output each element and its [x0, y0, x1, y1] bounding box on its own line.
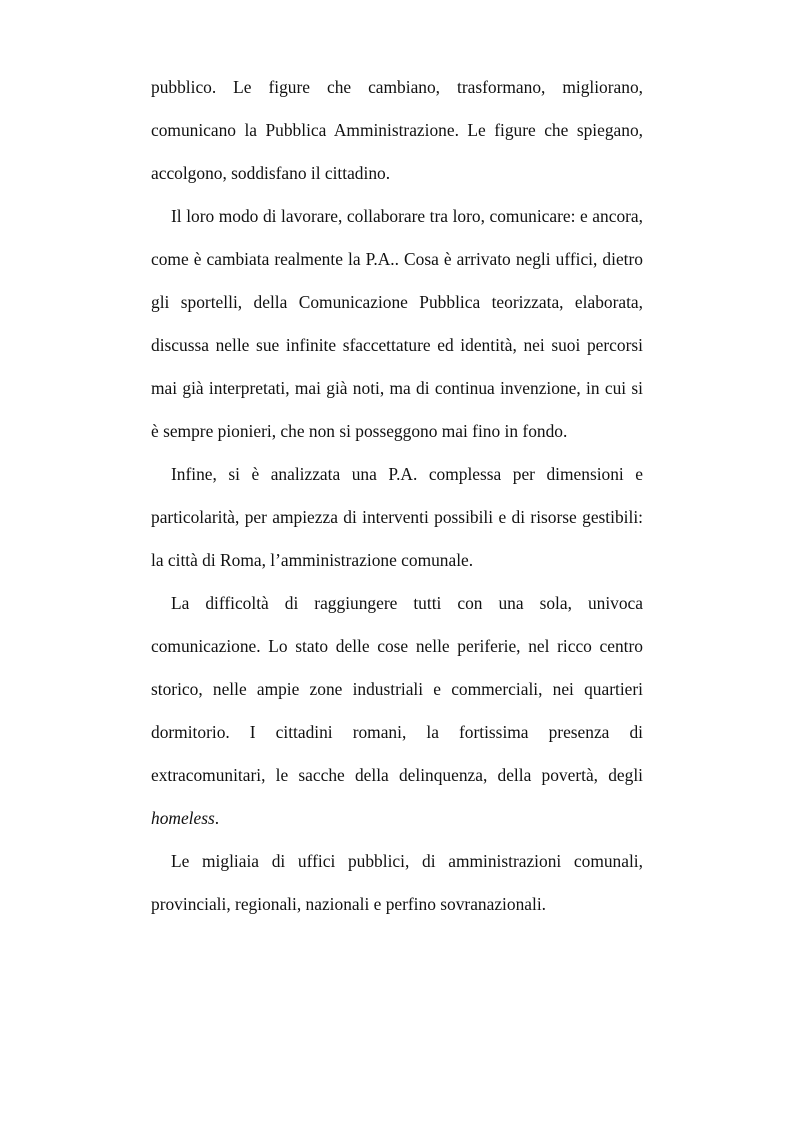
paragraph-3: Infine, si è analizzata una P.A. complessa per dimensioni e particolarità, per ampiezza di interventi possibili e di risorse gestibili: la città di Roma, l’amministrazione comunale.: [151, 464, 643, 570]
paragraph-5: Le migliaia di uffici pubblici, di amministrazioni comunali, provinciali, regionali, nazionali e perfino sovranazionali.: [151, 851, 643, 914]
paragraph-4-italic-term: homeless: [151, 808, 215, 828]
paragraph-4-tail: .: [214, 808, 220, 828]
paragraph-4: [151, 582, 643, 840]
paragraph-1: pubblico. Le figure che cambiano, trasformano, migliorano, comunicano la Pubblica Amministrazione. Le figure che spiegano, accolgono, soddisfano il cittadino.: [151, 77, 643, 183]
paragraph-2: Il loro modo di lavorare, collaborare tra loro, comunicare: e ancora, come è cambiata realmente la P.A.. Cosa è arrivato negli uffici, dietro gli sportelli, della Comunicazione Pubblica teorizzata, elaborata, discussa nelle sue infinite sfaccettature ed identità, nei suoi percorsi mai già interpretati, mai già noti, ma di continua invenzione, in cui si è sempre pionieri, che non si posseggono mai fino in fondo.: [151, 206, 643, 441]
document-page: [151, 66, 643, 926]
paragraph-4-text: La difficoltà di raggiungere tutti con una sola, univoca comunicazione. Lo stato delle cose nelle periferie, nel ricco centro storico, nelle ampie zone industriali e commerciali, nei quartieri dormitorio. I cittadini romani, la fortissima presenza di extracomunitari, le sacche della delinquenza, della povertà, degli: [151, 593, 643, 785]
